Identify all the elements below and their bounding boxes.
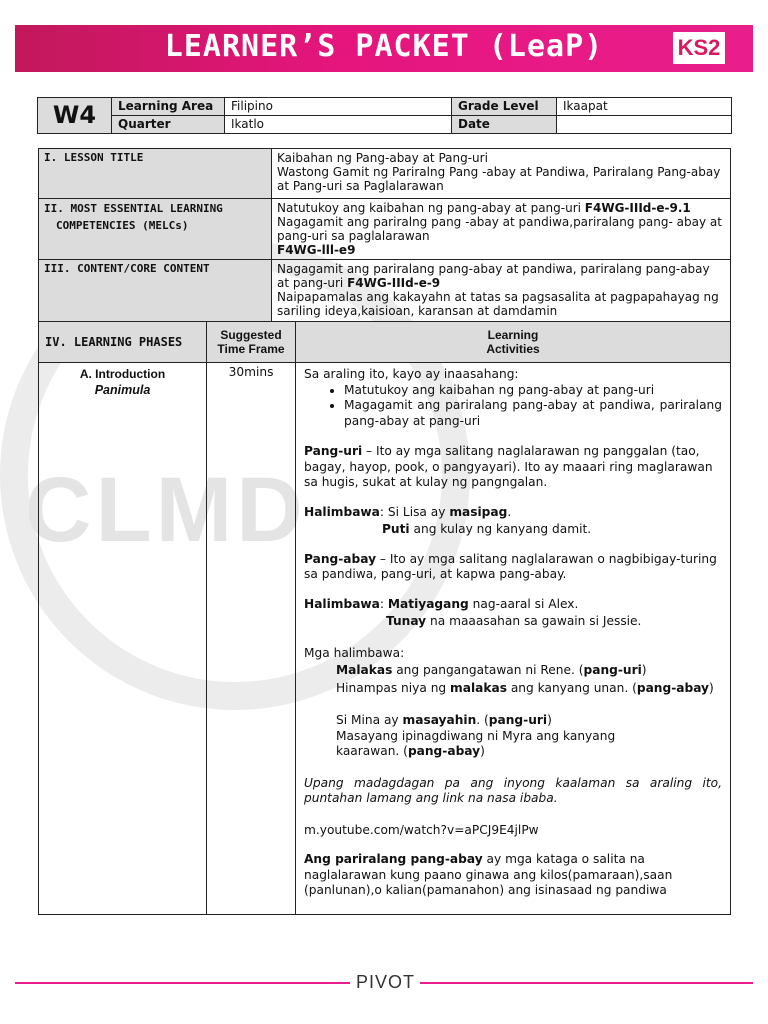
- pivot-logo: PIVOT: [356, 972, 416, 992]
- learning-area-label: Learning Area: [112, 98, 225, 116]
- date-value: [557, 116, 732, 134]
- example-2: Puti ang kulay ng kanyang damit.: [382, 522, 592, 536]
- lesson-title-value: Kaibahan ng Pang-abay at Pang-uri Wastong Gamit ng Pariralng Pang -abay at Pandiwa, Pariralang Pang-abay at Pang-uri sa Paglalarawan: [272, 149, 731, 199]
- learning-area-value: Filipino: [225, 98, 452, 116]
- time-cell: 30mins: [207, 363, 296, 915]
- melc-label: II. MOST ESSENTIAL LEARNING COMPETENCIES (MELCs): [39, 199, 272, 260]
- lesson-sections-table: [38, 148, 731, 324]
- watermark-text: CLMD: [25, 459, 307, 561]
- list-item: • Magagamit ang pariralang pang-abay at pandiwa, pariralang pang-abay at pang-uri: [344, 398, 722, 429]
- example-3: Halimbawa: Matiyagang nag-aaral si Alex.: [304, 596, 579, 611]
- melc-value: Natutukoy ang kaibahan ng pang-abay at pang-uri F4WG-IIId-e-9.1 Nagagamit ang pariralng pang -abay at pandiwa,pariralang pang- abay at pang-uri sa paglalarawan F4WG-lll-e9: [272, 199, 731, 260]
- introduction-cell: A. Introduction Panimula: [39, 363, 207, 915]
- phases-header: IV. LEARNING PHASES: [39, 322, 207, 363]
- pariralang-definition: Ang pariralang pang-abay ay mga kataga o salita na naglalarawan kung paano ginawa ang kilos(pamaraan),saan (panlunan),o kalian(pamanahon) ang isinasaad ng pandiwa: [304, 852, 673, 897]
- grade-level-value: Ikaapat: [557, 98, 732, 116]
- quarter-label: Quarter: [112, 116, 225, 134]
- packet-banner: [15, 25, 753, 72]
- content-value: Nagagamit ang pariralang pang-abay at pandiwa, pariralang pang-abay at pang-uri F4WG-IIId-e-9 Naipapamalas ang kakayahn at tatas sa pagsasalita at pagpapahayag ng sariling ideya,kaisioan, karansan at damdamin: [272, 260, 731, 324]
- footer-rule-right: [420, 982, 753, 984]
- sample-4b: kaarawan. (pang-abay): [336, 744, 485, 758]
- lesson-title-label: I. LESSON TITLE: [39, 149, 272, 199]
- sample-4: Masayang ipinagdiwang ni Myra ang kanyang: [336, 728, 616, 743]
- mga-halimbawa: Mga halimbawa:: [304, 645, 405, 660]
- week-label: W4: [38, 98, 112, 134]
- header-table: [37, 97, 732, 134]
- quarter-value: Ikatlo: [225, 116, 452, 134]
- link-instruction: Upang madagdagan pa ang inyong kaalaman sa araling ito, puntahan lamang ang link na nasa ibaba.: [304, 775, 722, 805]
- activities-cell: [296, 363, 731, 915]
- activities-header: Learning Activities: [296, 322, 731, 363]
- example-1: Halimbawa: Si Lisa ay masipag.: [304, 504, 512, 519]
- date-label: Date: [452, 116, 557, 134]
- example-4: Tunay na maaasahan sa gawain si Jessie.: [386, 614, 642, 628]
- content-label: III. CONTENT/CORE CONTENT: [39, 260, 272, 324]
- objectives-lead: Sa araling ito, kayo ay inaasahang:: [304, 367, 519, 381]
- panguri-definition: Pang-uri – Ito ay mga salitang naglalarawan ng panggalan (tao, bagay, hayop, pook, o pangyayari). Ito ay maaari ring maglarawan sa hugis, sukat at kulay ng pangngalan.: [304, 444, 713, 489]
- timeframe-header: Suggested Time Frame: [207, 322, 296, 363]
- objectives-list: [304, 383, 722, 430]
- video-link[interactable]: m.youtube.com/watch?v=aPCJ9E4jlPw: [304, 822, 539, 837]
- learning-phases-table: [38, 321, 731, 915]
- sample-1: Malakas ang pangangatawan ni Rene. (pang-uri): [336, 663, 647, 677]
- sample-3: Si Mina ay masayahin. (pang-uri): [336, 713, 552, 727]
- footer-rule-left: [15, 982, 350, 984]
- banner-title: LEARNER’S PACKET (LeaP): [164, 29, 604, 64]
- ks-badge: KS2: [673, 32, 725, 64]
- grade-level-label: Grade Level: [452, 98, 557, 116]
- sample-2: Hinampas niya ng malakas ang kanyang unan. (pang-abay): [336, 680, 714, 695]
- pangabay-definition: Pang-abay – Ito ay mga salitang naglalarawan o nagbibigay-turing sa pandiwa, pang-uri, at kapwa pang-abay.: [304, 551, 717, 581]
- list-item: • Matutukoy ang kaibahan ng pang-abay at pang-uri: [344, 383, 722, 399]
